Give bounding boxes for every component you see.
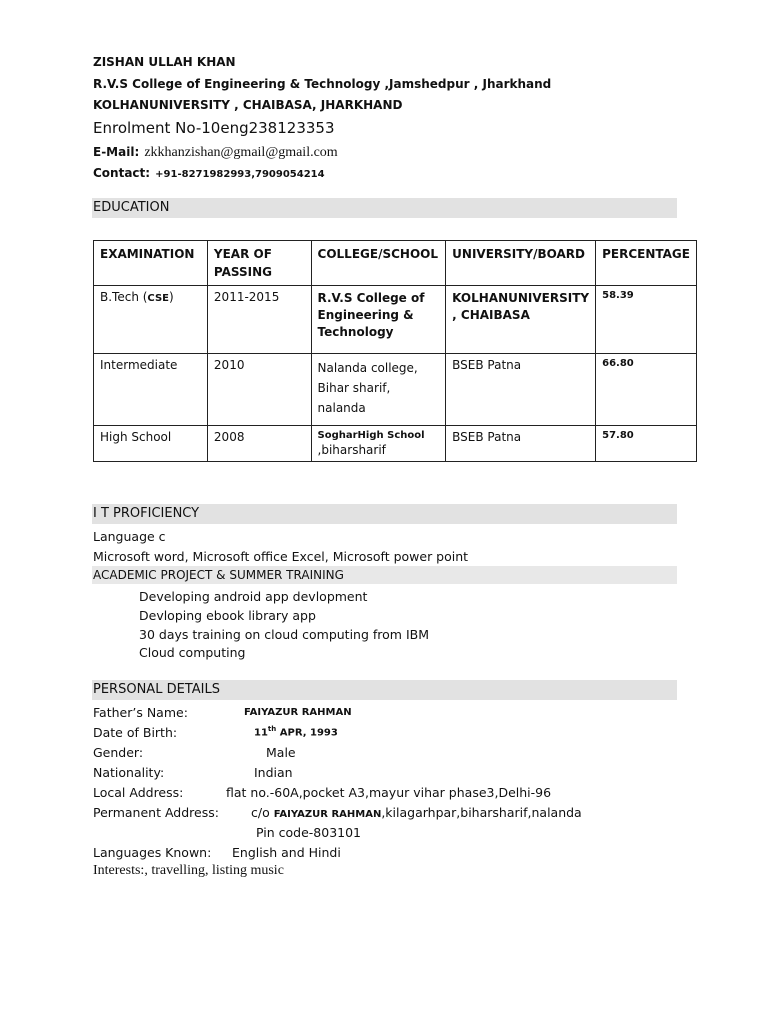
project-item: Cloud computing (139, 645, 246, 660)
college-line: Nalanda college, (317, 361, 418, 375)
perm-name: FAIYAZUR RAHMAN (273, 809, 382, 820)
language-line: Language c (93, 529, 166, 544)
exam-close: ) (168, 290, 174, 304)
it-section-bar (92, 504, 677, 524)
exam-cell: Intermediate (94, 354, 208, 426)
college-line: nalanda (317, 401, 366, 415)
project-item: Devloping ebook library app (139, 608, 316, 623)
column-header: PERCENTAGE (596, 241, 697, 286)
college-cell (311, 426, 446, 462)
college-line: R.V.S College of Engineering & Technology ,Jamshedpur , Jharkhand (93, 77, 552, 91)
projects-heading: ACADEMIC PROJECT & SUMMER TRAINING (93, 568, 344, 582)
column-header: YEAR OF PASSING (207, 241, 311, 286)
college-line: Bihar sharif, (317, 381, 391, 395)
column-header: UNIVERSITY/BOARD (446, 241, 596, 286)
education-heading: EDUCATION (93, 200, 170, 215)
exam-cell: High School (94, 426, 208, 462)
college-cell: R.V.S College of Engineering & Technology (311, 286, 446, 354)
dob-day: 11 (254, 727, 268, 739)
board-cell: KOLHANUNIVERSITY , CHAIBASA (446, 286, 596, 354)
project-item: 30 days training on cloud computing from IBM (139, 627, 429, 642)
enrolment-number: Enrolment No-10eng238123353 (93, 119, 335, 137)
email-row (93, 141, 338, 161)
father-label: Father’s Name: (93, 705, 188, 720)
contact-label: Contact: (93, 166, 151, 180)
permanent-address-label: Permanent Address: (93, 805, 219, 820)
languages-value: English and Hindi (232, 845, 341, 860)
year-cell: 2011-2015 (207, 286, 311, 354)
college-cell (311, 354, 446, 426)
percentage-cell: 58.39 (596, 286, 697, 354)
perm-prefix: c/o (251, 805, 274, 820)
personal-section-bar (92, 680, 677, 700)
it-heading: I T PROFICIENCY (93, 506, 200, 521)
year-cell: 2010 (207, 354, 311, 426)
nationality-value: Indian (254, 765, 293, 780)
software-line: Microsoft word, Microsoft office Excel, Microsoft power point (93, 549, 469, 564)
table-row (94, 426, 697, 462)
dob-suffix: th (267, 725, 277, 733)
email-value: zkkhanzishan@gmail@gmail.com (144, 145, 338, 160)
nationality-label: Nationality: (93, 765, 165, 780)
exam-cell (94, 286, 208, 354)
gender-value: Male (266, 745, 296, 760)
column-header: EXAMINATION (94, 241, 208, 286)
board-cell: BSEB Patna (446, 426, 596, 462)
dob-value (254, 725, 338, 738)
education-table (93, 240, 697, 462)
perm-rest: ,kilagarhpar,biharsharif,nalanda (381, 805, 582, 820)
board-cell: BSEB Patna (446, 354, 596, 426)
projects-section-bar (92, 566, 677, 584)
candidate-name: ZISHAN ULLAH KHAN (93, 55, 236, 69)
college-line: ,biharsharif (317, 443, 386, 457)
contact-value: +91-8271982993,7909054214 (155, 169, 325, 180)
table-header-row (94, 241, 697, 286)
contact-row (93, 162, 325, 181)
pin-code: Pin code-803101 (256, 825, 362, 840)
gender-label: Gender: (93, 745, 144, 760)
year-cell: 2008 (207, 426, 311, 462)
education-section-bar (92, 198, 677, 218)
local-address-label: Local Address: (93, 785, 184, 800)
dob-month-year: APR, 1993 (276, 727, 338, 739)
exam-branch: CSE (147, 293, 169, 304)
local-address-value: flat no.-60A,pocket A3,mayur vihar phase3,Delhi-96 (226, 785, 552, 800)
personal-heading: PERSONAL DETAILS (93, 682, 220, 697)
dob-label: Date of Birth: (93, 725, 178, 740)
university-line: KOLHANUNIVERSITY , CHAIBASA, JHARKHAND (93, 98, 403, 112)
permanent-address-value (251, 805, 582, 820)
exam-text: .Tech ( (108, 290, 148, 304)
interests-line: Interests:, travelling, listing music (93, 863, 284, 878)
college-line: SogharHigh School (317, 430, 425, 441)
father-value: FAIYAZUR RAHMAN (244, 707, 352, 718)
table-row (94, 286, 697, 354)
column-header: COLLEGE/SCHOOL (311, 241, 446, 286)
percentage-cell: 66.80 (596, 354, 697, 426)
languages-label: Languages Known: (93, 845, 212, 860)
percentage-cell: 57.80 (596, 426, 697, 462)
email-label: E-Mail: (93, 145, 140, 159)
project-item: Developing android app devlopment (139, 589, 368, 604)
table-row (94, 354, 697, 426)
exam-prefix: B (100, 290, 109, 304)
